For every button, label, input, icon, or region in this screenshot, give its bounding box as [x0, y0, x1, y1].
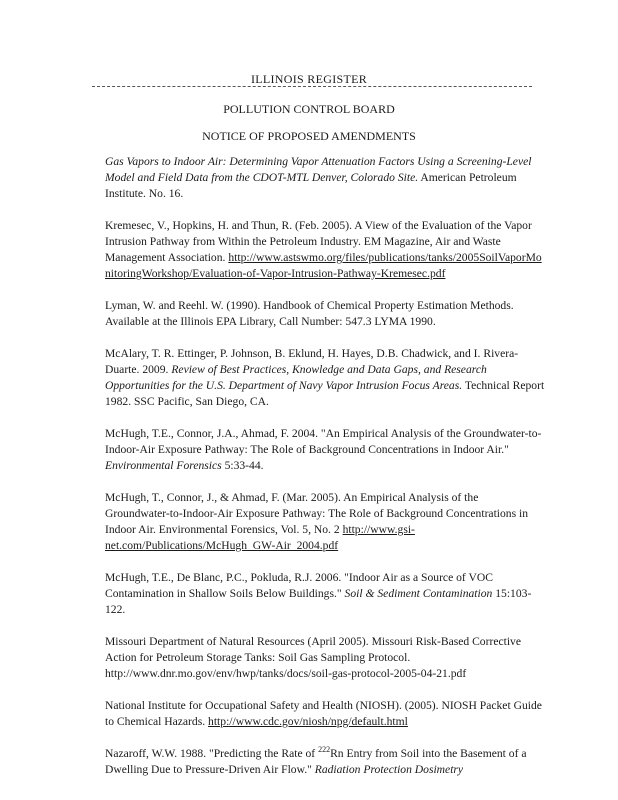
reference-italic: Review of Best Practices, Knowledge and Data Gaps, and Research Opportunities for the U.S. Department of Navy Vapor Intrusion Focus Areas. — [105, 363, 487, 392]
reference-text: Lyman, W. and Reehl. W. (1990). Handbook of Chemical Property Estimation Methods. Available at the Illinois EPA Library, Call Number: 547.3 LYMA 1990. — [105, 299, 514, 328]
reference-item — [105, 346, 545, 410]
reference-text: Rn Entry from Soil into the Basement of a Dwelling Due to Pressure-Driven Air Flow." — [105, 747, 527, 776]
reference-italic: Soil & Sediment Contamination — [341, 587, 493, 600]
reference-item — [105, 298, 545, 330]
reference-link[interactable]: http://www.astswmo.org/files/publications/tanks/2005SoilVaporMonitoringWorkshop/Evaluation-of-Vapor-Intrusion-Pathway-Kremesec.pdf — [105, 251, 542, 280]
reference-item — [105, 634, 545, 682]
reference-item — [105, 570, 545, 618]
reference-item — [105, 698, 545, 730]
reference-text: American Petroleum Institute. No. 16. — [105, 171, 517, 200]
reference-text: Nazaroff, W.W. 1988. "Predicting the Rate of — [105, 747, 319, 760]
reference-italic: Gas Vapors to Indoor Air: Determining Vapor Attenuation Factors Using a Screening-Level Model and Field Data from the CDOT-MTL Denver, Colorado Site. — [105, 155, 532, 184]
reference-text: Technical Report 1982. SSC Pacific, San Diego, CA. — [105, 379, 545, 408]
reference-italic: Radiation Protection Dosimetry — [311, 763, 464, 776]
reference-item — [105, 154, 545, 202]
board-title: POLLUTION CONTROL BOARD — [223, 102, 395, 116]
reference-text: 5:33-44. — [221, 459, 264, 472]
reference-text: Missouri Department of Natural Resources (April 2005). Missouri Risk-Based Corrective Action for Petroleum Storage Tanks: Soil Gas Sampling Protocol. http://www.dnr.mo.gov/env/hwp/tanks/docs/soil-gas-protocol-2005-04-21.pdf — [105, 635, 522, 680]
reference-item — [105, 746, 545, 778]
reference-item — [105, 490, 545, 554]
notice-title: NOTICE OF PROPOSED AMENDMENTS — [202, 129, 416, 143]
reference-list — [105, 154, 545, 794]
reference-item — [105, 426, 545, 474]
reference-item — [105, 218, 545, 282]
reference-text: McHugh, T.E., De Blanc, P.C., Pokluda, R.J. 2006. "Indoor Air as a Source of VOC Contamination in Shallow Soils Below Buildings." — [105, 571, 493, 600]
reference-link[interactable]: http://www.gsi-net.com/Publications/McHugh_GW-Air_2004.pdf — [105, 523, 415, 552]
reference-text: McHugh, T., Connor, J., & Ahmad, F. (Mar. 2005). An Empirical Analysis of the Groundwater-to-Indoor-Air Exposure Pathway: The Role of Background Concentrations in Indoor Air. Environmental Forensics, Vol. 5, No. 2 — [105, 491, 529, 536]
superscript: 222 — [318, 745, 331, 755]
reference-text: 15:103-122. — [105, 587, 532, 616]
reference-text: McHugh, T.E., Connor, J.A., Ahmad, F. 2004. "An Empirical Analysis of the Groundwater-to-Indoor-Air Exposure Pathway: The Role of Background Concentrations in Indoor Air." — [105, 427, 542, 456]
reference-italic: Environmental Forensics — [105, 459, 222, 472]
reference-text: National Institute for Occupational Safety and Health (NIOSH). (2005). NIOSH Packet Guide to Chemical Hazards. — [105, 699, 542, 728]
reference-text: McAlary, T. R. Ettinger, P. Johnson, B. Eklund, H. Hayes, D.B. Chadwick, and I. Rivera-Duarte. 2009. — [105, 347, 519, 376]
register-title: ILLINOIS REGISTER — [250, 72, 368, 86]
header-rule — [92, 86, 532, 87]
reference-link[interactable]: http://www.cdc.gov/niosh/npg/default.html — [208, 715, 408, 728]
reference-text: Kremesec, V., Hopkins, H. and Thun, R. (Feb. 2005). A View of the Evaluation of the Vapor Intrusion Pathway from Within the Petroleum Industry. EM Magazine, Air and Waste Management Association. — [105, 219, 532, 264]
